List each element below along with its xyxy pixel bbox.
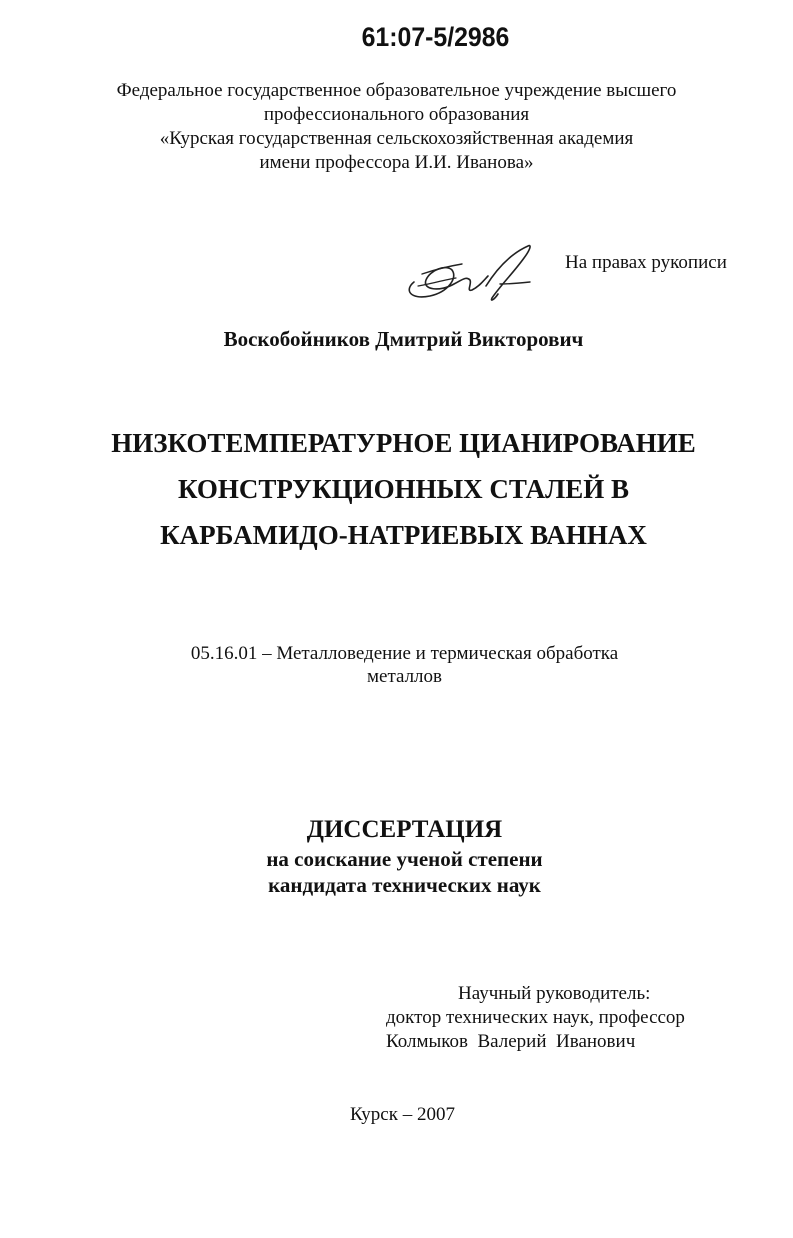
institution-line: «Курская государственная сельскохозяйственная академия — [159, 128, 634, 149]
degree-line: на соискание ученой степени — [266, 847, 543, 871]
institution-line: Федеральное государственное образовательное учреждение высшего — [116, 80, 677, 101]
title-line: КАРБАМИДО-НАТРИЕВЫХ ВАННАХ — [160, 520, 647, 550]
title-line: КОНСТРУКЦИОННЫХ СТАЛЕЙ В — [178, 474, 629, 504]
handwritten-signature — [400, 240, 540, 310]
supervisor-role: Научный руководитель: — [458, 983, 651, 1004]
specialty-block — [8, 642, 793, 688]
dissertation-title — [7, 420, 793, 558]
institution-block — [0, 79, 793, 175]
dissertation-heading: ДИССЕРТАЦИЯ — [306, 816, 503, 843]
supervisor-degree: доктор технических наук, профессор — [386, 1007, 685, 1028]
title-line: НИЗКОТЕМПЕРАТУРНОЕ ЦИАНИРОВАНИЕ — [111, 428, 696, 458]
supervisor-block — [386, 982, 685, 1054]
author-name: Воскобойников Дмитрий Викторович — [223, 327, 584, 351]
specialty-line: металлов — [366, 666, 443, 687]
supervisor-name: Колмыков Валерий Иванович — [386, 1031, 636, 1052]
archive-code-number: 61:07-5/2986 — [361, 22, 510, 52]
degree-line: кандидата технических наук — [268, 873, 541, 897]
city-year: Курск – 2007 — [350, 1104, 455, 1125]
rights-note: На правах рукописи — [565, 252, 727, 273]
specialty-line: 05.16.01 – Металловедение и термическая обработка — [190, 643, 619, 664]
institution-line: профессионального образования — [263, 104, 530, 125]
dissertation-degree-block — [8, 814, 793, 898]
institution-line: имени профессора И.И. Иванова» — [259, 152, 534, 173]
